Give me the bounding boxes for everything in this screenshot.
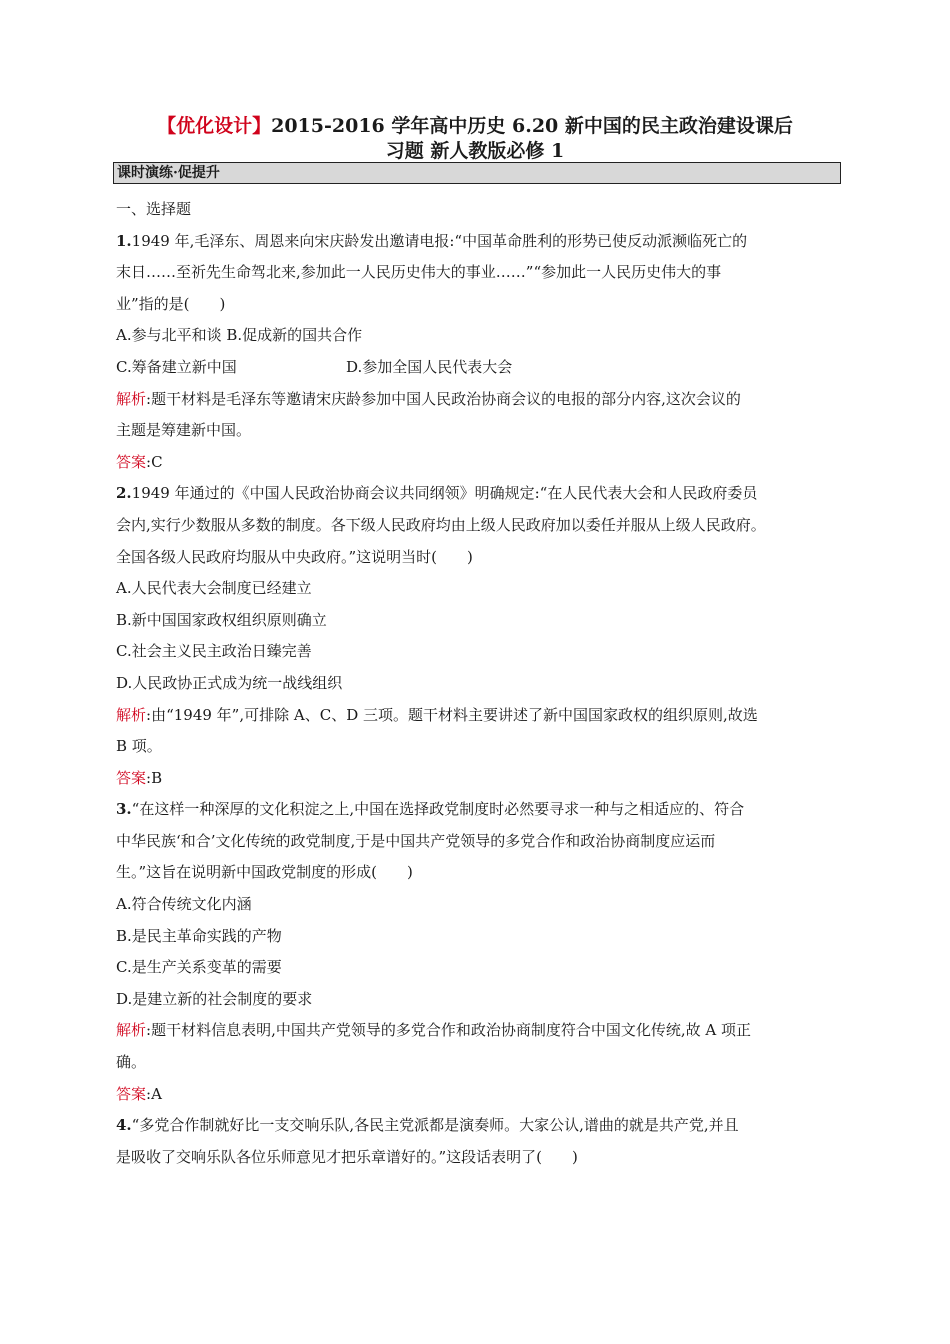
question-4	[116, 1110, 846, 1173]
option-c: C.筹备建立新中国	[116, 357, 237, 376]
answer-line: 答案:C	[116, 452, 163, 471]
analysis-label: 解析	[116, 705, 147, 724]
analysis-line: 主题是筹建新中国。	[116, 421, 252, 440]
option-line: A.人民代表大会制度已经建立	[116, 579, 312, 598]
question-number: 1.	[116, 231, 132, 250]
analysis-line: 确。	[116, 1053, 147, 1072]
analysis-line: B 项。	[116, 737, 162, 756]
option-line: D.是建立新的社会制度的要求	[116, 989, 313, 1008]
option-d: D.参加全国人民代表大会	[346, 357, 513, 376]
analysis-label: 解析	[116, 1021, 147, 1040]
question-number: 4.	[116, 1116, 132, 1135]
answer-label: 答案	[116, 768, 147, 787]
question-stem-line: 中华民族‘和合’文化传统的政党制度,于是中国共产党领导的多党合作和政治协商制度应运而	[116, 831, 716, 850]
question-stem-line: 是吸收了交响乐队各位乐师意见才把乐章谱好的。”这段话表明了( )	[116, 1147, 578, 1166]
answer-label: 答案	[116, 1084, 147, 1103]
option-line: B.是民主革命实践的产物	[116, 926, 282, 945]
question-1	[116, 226, 846, 479]
document-title	[100, 114, 850, 164]
question-3	[116, 794, 846, 1110]
analysis-line: 解析:题干材料是毛泽东等邀请宋庆龄参加中国人民政治协商会议的电报的部分内容,这次会议的	[116, 389, 741, 408]
answer-line: 答案:A	[116, 1084, 162, 1103]
section-bar: 课时演练·促提升	[113, 162, 841, 184]
title-line-2: 习题 新人教版必修 1	[385, 140, 565, 162]
question-content	[116, 194, 846, 1173]
title-line-1	[100, 114, 850, 139]
question-number: 2.	[116, 484, 132, 503]
question-number: 3.	[116, 800, 132, 819]
question-stem-line: 3.“在这样一种深厚的文化积淀之上,中国在选择政党制度时必然要寻求一种与之相适应的、符合	[116, 800, 745, 819]
question-stem-line: 业”指的是( )	[116, 294, 226, 313]
option-line	[116, 352, 846, 384]
question-stem-line: 4.“多党合作制就好比一支交响乐队,各民主党派都是演奏师。大家公认,谱曲的就是共产党,并且	[116, 1116, 739, 1135]
analysis-label: 解析	[116, 389, 147, 408]
question-stem-line: 生。”这旨在说明新中国政党制度的形成( )	[116, 863, 413, 882]
answer-line: 答案:B	[116, 768, 163, 787]
question-stem-line: 末日……至祈先生命驾北来,参加此一人民历史伟大的事业……”“参加此一人民历史伟大的事	[116, 263, 722, 282]
option-line: A.符合传统文化内涵	[116, 895, 252, 914]
question-stem-line: 2.1949 年通过的《中国人民政治协商会议共同纲领》明确规定:“在人民代表大会和人民政府委员	[116, 484, 758, 503]
section-heading: 一、选择题	[116, 200, 192, 218]
question-2	[116, 478, 846, 794]
analysis-line: 解析:由“1949 年”,可排除 A、C、D 三项。题干材料主要讲述了新中国国家政权的组织原则,故选	[116, 705, 758, 724]
question-stem-line: 会内,实行少数服从多数的制度。各下级人民政府均由上级人民政府加以委任并服从上级人民政府。	[116, 515, 766, 534]
option-line: C.是生产关系变革的需要	[116, 958, 282, 977]
question-stem-line: 1.1949 年,毛泽东、周恩来向宋庆龄发出邀请电报:“中国革命胜利的形势已使反动派濒临死亡的	[116, 231, 748, 250]
option-line: C.社会主义民主政治日臻完善	[116, 642, 312, 661]
title-bracket-label: 【优化设计】	[157, 115, 272, 137]
question-stem-line: 全国各级人民政府均服从中央政府。”这说明当时( )	[116, 547, 473, 566]
option-line: D.人民政协正式成为统一战线组织	[116, 673, 343, 692]
option-line: A.参与北平和谈 B.促成新的国共合作	[116, 326, 363, 345]
title-main-text: 2015-2016 学年高中历史 6.20 新中国的民主政治建设课后	[271, 115, 793, 137]
answer-label: 答案	[116, 452, 147, 471]
analysis-line: 解析:题干材料信息表明,中国共产党领导的多党合作和政治协商制度符合中国文化传统,故 A 项正	[116, 1021, 751, 1040]
option-line: B.新中国国家政权组织原则确立	[116, 610, 327, 629]
